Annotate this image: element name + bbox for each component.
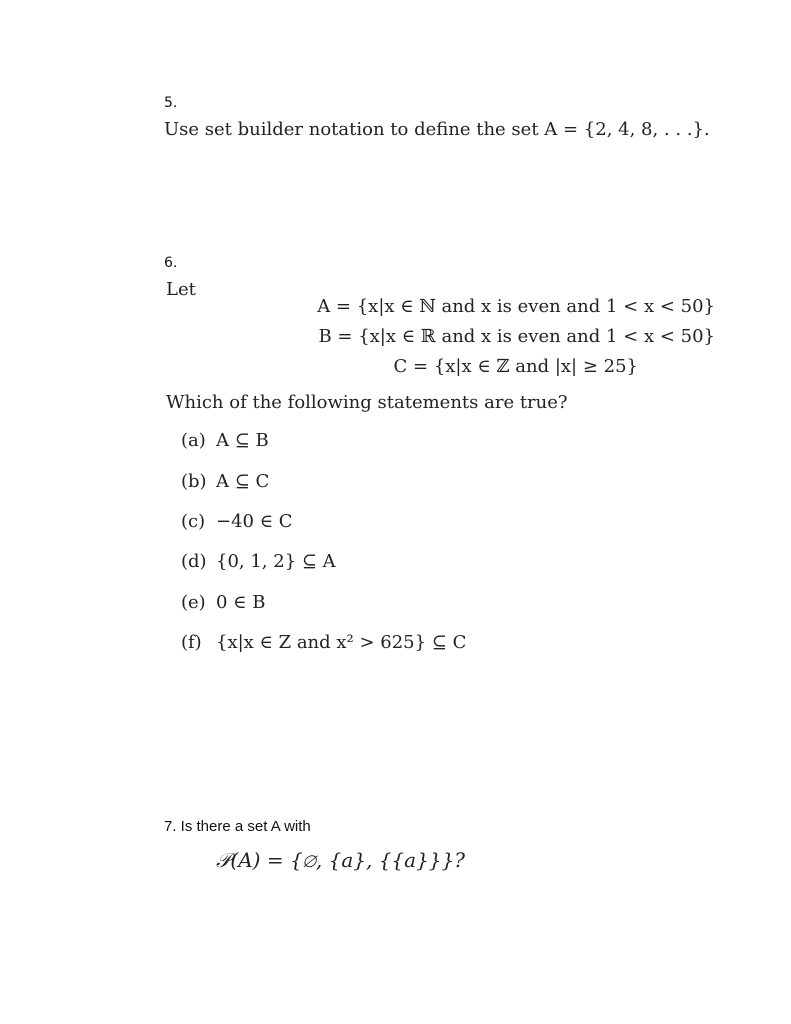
option-b-text: A ⊆ C	[216, 471, 270, 492]
option-f-text: {x|x ∈ Z and x² > 625} ⊆ C	[216, 632, 467, 653]
set-c-definition: C = {x|x ∈ ℤ and |x| ≥ 25}	[393, 356, 638, 377]
option-e-text: 0 ∈ B	[216, 592, 266, 613]
question-6-intro: Let	[166, 279, 196, 300]
option-d-label: (d)	[181, 551, 207, 572]
option-a-text: A ⊆ B	[216, 430, 269, 451]
question-7-text: 7. Is there a set A with	[164, 818, 311, 835]
option-e-label: (e)	[181, 592, 206, 613]
option-a-label: (a)	[181, 430, 206, 451]
question-5-text: Use set builder notation to define the set A = {2, 4, 8, . . .}.	[164, 119, 710, 140]
option-d-text: {0, 1, 2} ⊆ A	[216, 551, 336, 572]
question-6-number: 6.	[164, 255, 178, 271]
option-c-label: (c)	[181, 511, 206, 532]
question-5-number: 5.	[164, 95, 178, 111]
set-b-definition: B = {x|x ∈ ℝ and x is even and 1 < x < 50}	[318, 326, 715, 347]
question-6-prompt: Which of the following statements are true?	[166, 392, 568, 413]
option-c-text: −40 ∈ C	[216, 511, 293, 532]
power-set-formula: 𝒫(A) = {∅, {a}, {{a}}}?	[216, 848, 465, 872]
option-f-label: (f)	[181, 632, 202, 653]
set-a-definition: A = {x|x ∈ ℕ and x is even and 1 < x < 50}	[317, 296, 715, 317]
option-b-label: (b)	[181, 471, 207, 492]
